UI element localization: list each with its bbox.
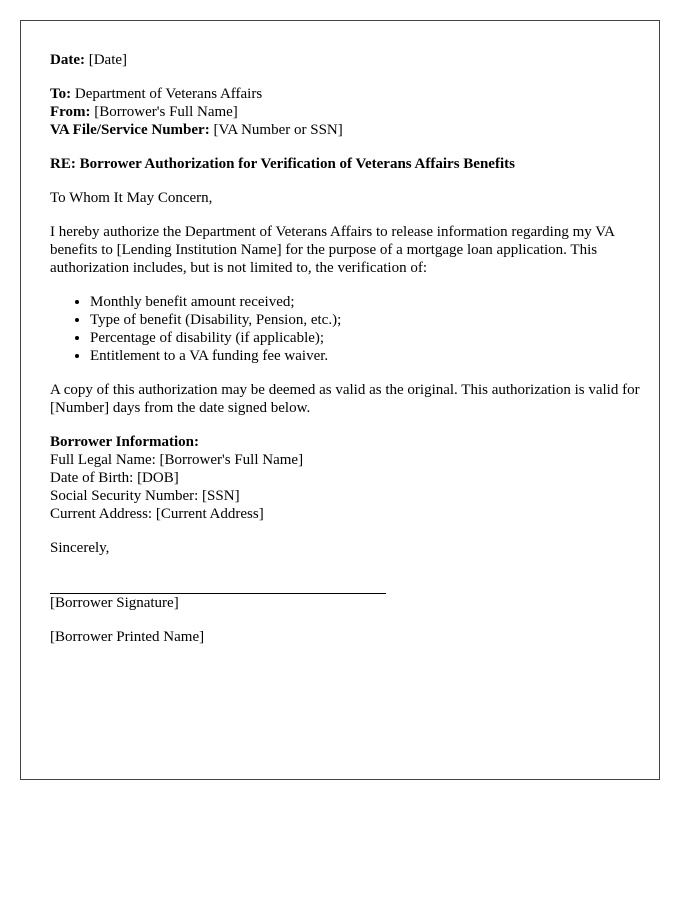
date-line xyxy=(50,51,640,69)
closing: Sincerely, xyxy=(50,540,110,556)
borrower-dob: Date of Birth: [DOB] xyxy=(50,470,179,486)
list-item: • Type of benefit (Disability, Pension, etc.); xyxy=(90,311,640,329)
from-value: [Borrower's Full Name] xyxy=(94,104,238,120)
body-paragraph-2: A copy of this authorization may be deemed as valid as the original. This authorization is valid for [Number] days from the date signed below. xyxy=(50,382,640,416)
borrower-info-heading: Borrower Information: xyxy=(50,434,200,450)
to-line xyxy=(50,85,640,103)
signature-label: [Borrower Signature] xyxy=(50,595,179,611)
verification-list xyxy=(50,293,640,365)
borrower-ssn: Social Security Number: [SSN] xyxy=(50,488,240,504)
letter-page xyxy=(20,20,660,780)
list-item: • Entitlement to a VA funding fee waiver. xyxy=(90,347,640,365)
body-paragraph-1: I hereby authorize the Department of Veterans Affairs to release information regarding my VA benefits to [Lending Institution Name] for the purpose of a mortgage loan application. This authorization includes, but is not limited to, the verification of: xyxy=(50,224,615,276)
to-value: Department of Veterans Affairs xyxy=(74,86,263,102)
to-label: To: xyxy=(50,86,72,102)
borrower-full-name: Full Legal Name: [Borrower's Full Name] xyxy=(50,452,304,468)
letter-content xyxy=(50,51,640,646)
from-line xyxy=(50,103,640,121)
borrower-address: Current Address: [Current Address] xyxy=(50,506,264,522)
subject-line: RE: Borrower Authorization for Verification of Veterans Affairs Benefits xyxy=(50,156,515,172)
list-item: • Monthly benefit amount received; xyxy=(90,293,640,311)
from-label: From: xyxy=(50,104,91,120)
printed-name-label: [Borrower Printed Name] xyxy=(50,629,205,645)
list-item: • Percentage of disability (if applicable); xyxy=(90,329,640,347)
file-number-line xyxy=(50,121,640,139)
salutation: To Whom It May Concern, xyxy=(50,190,213,206)
file-number-value: [VA Number or SSN] xyxy=(213,122,343,138)
date-value: [Date] xyxy=(88,52,128,68)
file-number-label: VA File/Service Number: xyxy=(50,122,210,138)
date-label: Date: xyxy=(50,52,85,68)
